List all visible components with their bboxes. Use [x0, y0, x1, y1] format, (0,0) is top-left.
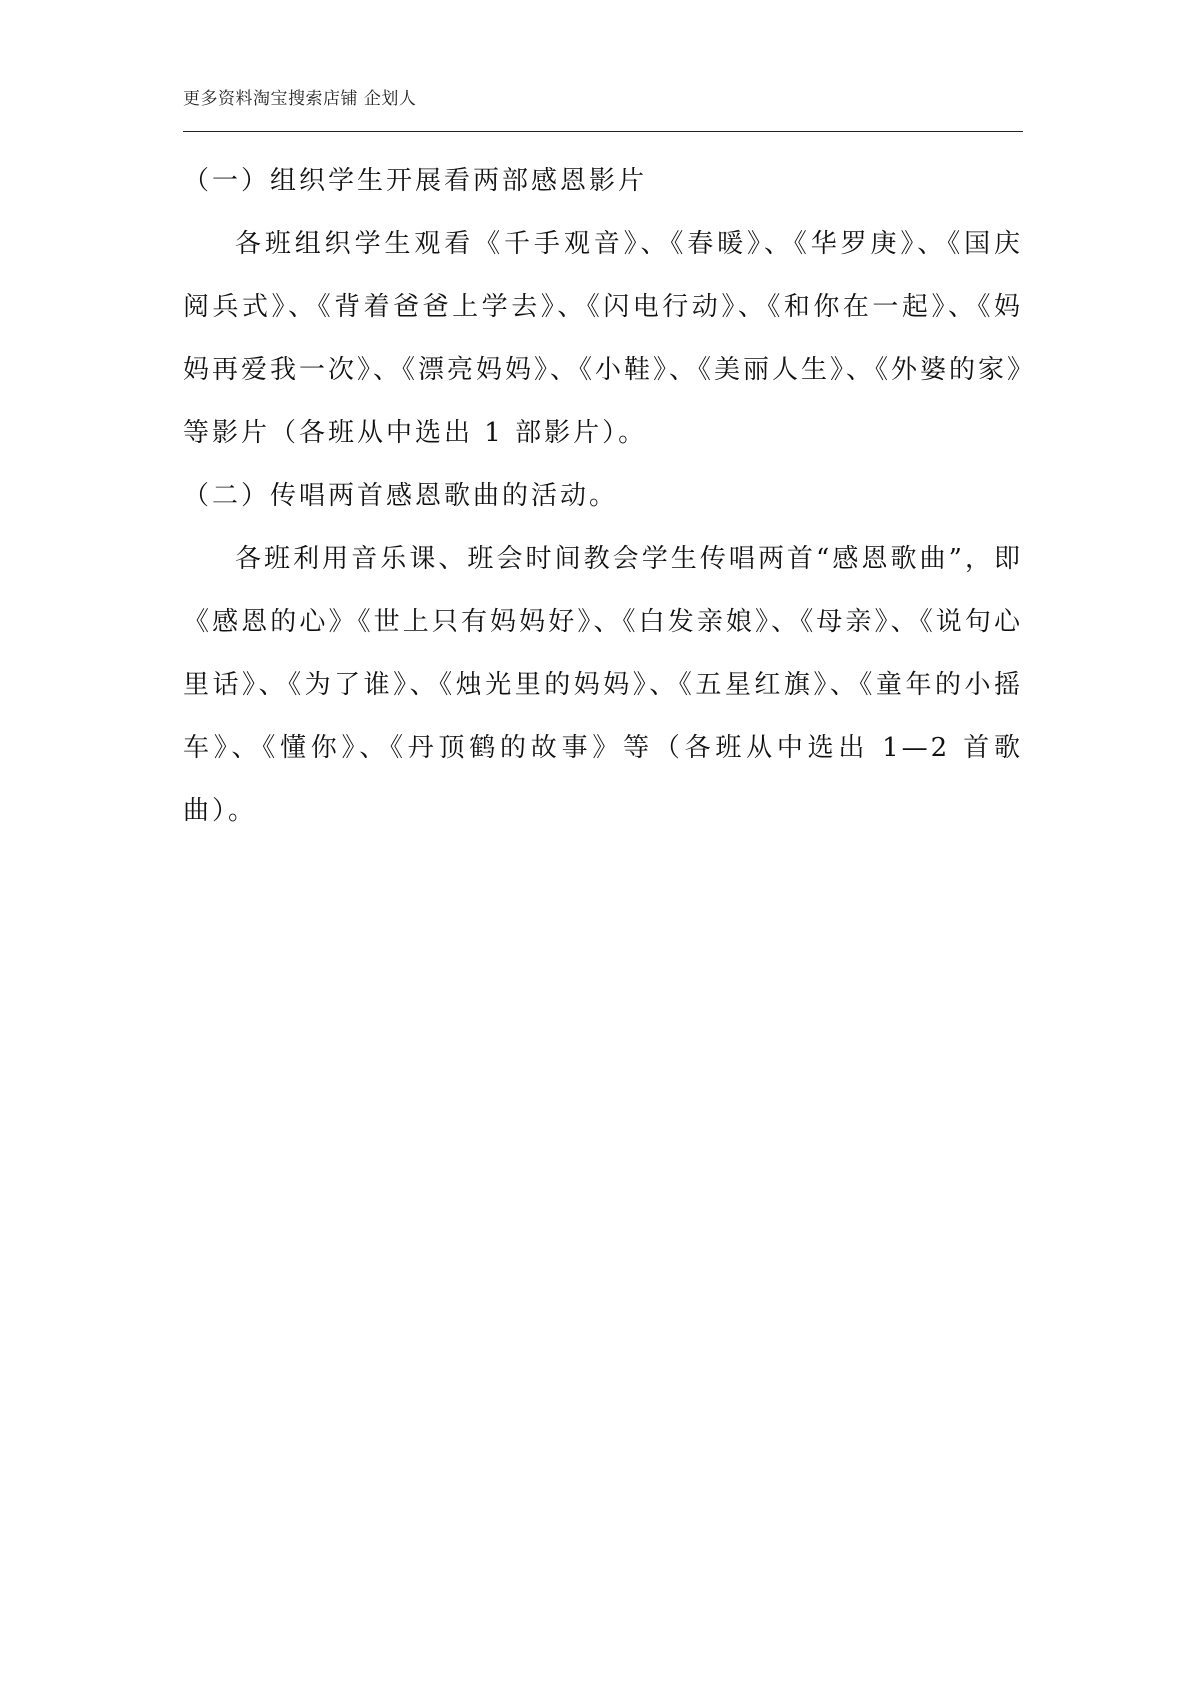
header-divider [183, 131, 1023, 132]
document-body [183, 150, 1023, 843]
section-paragraph-2: 各班利用音乐课、班会时间教会学生传唱两首“感恩歌曲”，即《感恩的心》《世上只有妈妈好》、《白发亲娘》、《母亲》、《说句心里话》、《为了谁》、《烛光里的妈妈》、《五星红旗》、《童年的小摇车》、《懂你》、《丹顶鹤的故事》等（各班从中选出 1—2 首歌曲）。 [183, 544, 1023, 826]
section-heading-1: （一）组织学生开展看两部感恩影片 [183, 166, 648, 196]
section-paragraph-1: 各班组织学生观看《千手观音》、《春暖》、《华罗庚》、《国庆阅兵式》、《背着爸爸上学去》、《闪电行动》、《和你在一起》、《妈妈再爱我一次》、《漂亮妈妈》、《小鞋》、《美丽人生》、《外婆的家》等影片（各班从中选出 1 部影片）。 [183, 229, 1024, 448]
page-header: 更多资料淘宝搜索店铺 企划人 [183, 89, 417, 109]
section-heading-2: （二）传唱两首感恩歌曲的活动。 [183, 481, 619, 511]
